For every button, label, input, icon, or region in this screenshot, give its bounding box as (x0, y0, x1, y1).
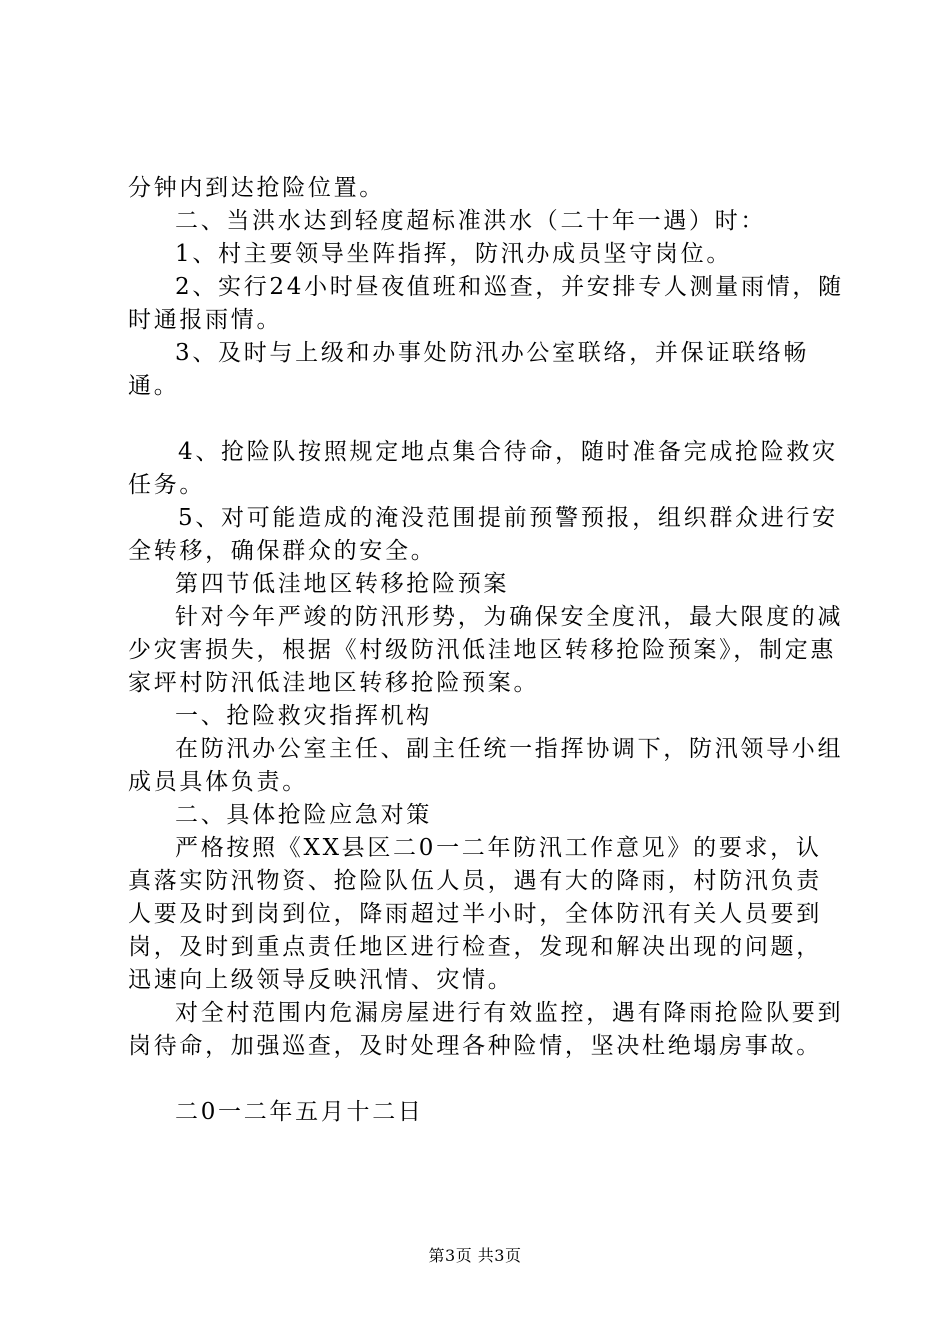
page-footer (0, 1243, 950, 1266)
list-item-3: 3、及时与上级和办事处防汛办公室联络，并保证联络畅通。 (128, 340, 810, 399)
paragraph-command: 在防汛办公室主任、副主任统一指挥协调下，防汛领导小组成员具体负责。 (128, 736, 844, 795)
paragraph-continuation: 分钟内到达抢险位置。 (128, 175, 385, 201)
document-body (128, 172, 844, 1129)
paragraph-housing: 对全村范围内危漏房屋进行有效监控，遇有降雨抢险队要到岗待命，加强巡查，及时处理各种险情，坚决杜绝塌房事故。 (128, 1000, 844, 1059)
list-item-2: 2、实行24小时昼夜值班和巡查，并安排专人测量雨情，随时通报雨情。 (128, 274, 844, 333)
paragraph-measures: 严格按照《XX县区二0一二年防汛工作意见》的要求，认真落实防汛物资、抢险队伍人员，遇有大的降雨，村防汛负责人要及时到岗到位，降雨超过半小时，全体防汛有关人员要到岗，及时到重点责任地区进行检查，发现和解决出现的问题，迅速向上级领导反映汛情、灾情。 (128, 835, 822, 993)
list-item-4: 4、抢险队按照规定地点集合待命，随时准备完成抢险救灾任务。 (128, 439, 838, 498)
document-date: 二0一二年五月十二日 (175, 1099, 424, 1125)
list-item-1: 1、村主要领导坐阵指挥，防汛办成员坚守岗位。 (175, 241, 733, 267)
page-total: 共3页 (477, 1246, 522, 1265)
heading-emergency-measures: 二、具体抢险应急对策 (175, 802, 432, 828)
section-title: 第四节低洼地区转移抢险预案 (175, 571, 510, 597)
paragraph-intro: 针对今年严竣的防汛形势，为确保安全度汛，最大限度的减少灾害损失，根据《村级防汛低洼地区转移抢险预案》，制定惠家坪村防汛低洼地区转移抢险预案。 (128, 604, 844, 696)
list-item-5: 5、对可能造成的淹没范围提前预警预报，组织群众进行安全转移，确保群众的安全。 (128, 505, 838, 564)
section-heading-level-two: 二、当洪水达到轻度超标准洪水（二十年一遇）时： (175, 208, 767, 234)
page-number: 第3页 (428, 1246, 473, 1265)
heading-command-structure: 一、抢险救灾指挥机构 (175, 703, 432, 729)
